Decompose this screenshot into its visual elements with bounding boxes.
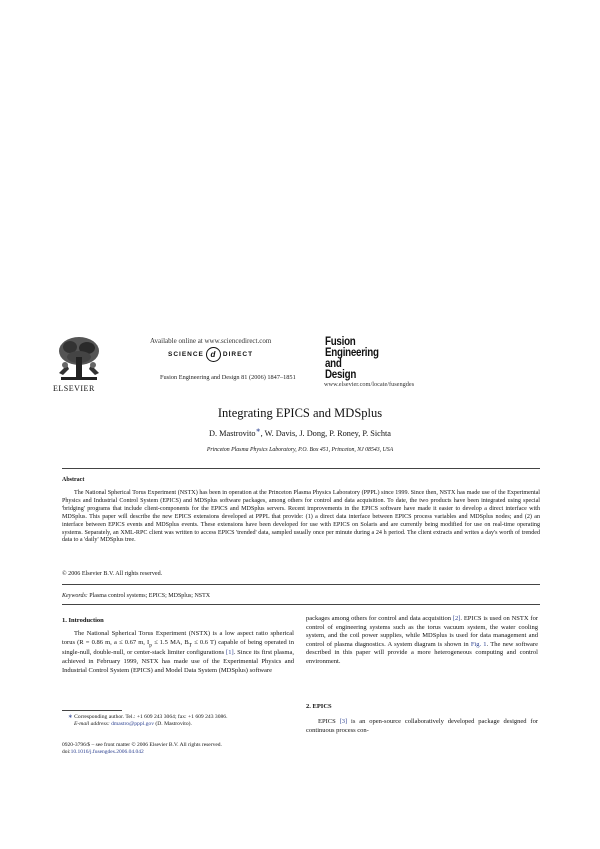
figure-link-1[interactable]: Fig. 1 (470, 640, 487, 648)
footnote-email-tail: (D. Mastrovito). (154, 721, 192, 728)
doi-prefix: doi: (62, 749, 71, 756)
sciencedirect-at-icon: d (206, 347, 221, 362)
right-text-c: . The new software described in this paper will provide a more heterogeneous computing and control environment. (306, 640, 538, 665)
epics-text-a: EPICS (318, 718, 340, 725)
intro-sub-t: T (188, 641, 192, 648)
intro-sub-p: p (149, 641, 152, 648)
journal-logo (325, 336, 379, 381)
front-matter-info (62, 742, 302, 756)
abstract-body: The National Spherical Torus Experiment (NSTX) has been in operation at the Princeton Plasma Physics Laboratory (PPPL) since 1999. Since then, NSTX has made use of the Experimental Physics and Industrial Control System (EPICS) and MDSplus software packages, among others for control and data acquisition. To date, the two products have been integrated using special 'bridging' programs that include client-components for the EPICS and MDSplus servers. Recent improvements in the EPICS software have made it easier to develop a direct interface with MDSplus. This paper will describe the new EPICS extensions developed at PPPL that provide: (1) a direct data interface between EPICS process variables and MDSplus nodes; and (2) an interface between EPICS events and MDSplus events. These extensions have been developed for use with EPICS on Solaris and are currently being modified for use on real-time operating systems. Separately, an XML-RPC client was written to access EPICS 'trended' data, sampled usually once per minute during a 24 h period. The client extracts and writes a day's worth of trended data to a 'daily' MDSplus tree. (62, 490, 540, 544)
reference-link-2[interactable]: [2] (452, 615, 461, 622)
available-online-text: Available online at www.sciencedirect.com (150, 337, 272, 345)
keywords-label: Keywords: (62, 593, 88, 599)
journal-logo-line-1: Fusion (325, 336, 356, 348)
abstract-heading: Abstract (62, 477, 85, 483)
other-authors: , W. Davis, J. Dong, P. Roney, P. Sichta (260, 428, 391, 438)
intro-text-c: ≤ 0.6 T) capable of being operated in single-null, double-null, or center-stack limiter configurations (62, 638, 294, 657)
footnote-star: ∗ (68, 714, 73, 720)
journal-url-link[interactable]: www.elsevier.com/locate/fusengdes (324, 381, 415, 388)
intro-text-b: ≤ 1.5 MA, B (151, 638, 189, 646)
author-list (0, 427, 600, 438)
epics-paragraph (306, 718, 538, 735)
footnote-contact: Corresponding author. Tel.: +1 609 243 3064; fax: +1 609 243 3086. (72, 714, 228, 720)
doi-link[interactable]: 10.1016/j.fusengdes.2006.04.042 (70, 749, 144, 756)
keywords-value: Plasma control systems; EPICS; MDSplus; NSTX (87, 593, 211, 599)
paper-title: Integrating EPICS and MDSplus (217, 406, 383, 420)
corresponding-author-mark[interactable]: ∗ (255, 428, 261, 434)
section-heading-introduction: 1. Introduction (62, 617, 104, 624)
issn-line: 0920-3796/$ – see front matter © 2006 Elsevier B.V. All rights reserved. (62, 742, 222, 748)
abstract-copyright: © 2006 Elsevier B.V. All rights reserved. (62, 571, 163, 577)
author-email-link[interactable]: dmastro@pppl.gov (109, 721, 154, 728)
journal-logo-line-2: Engineering (325, 347, 379, 359)
journal-citation: Fusion Engineering and Design 81 (2006) 1847–1851 (160, 374, 296, 381)
abstract-top-rule (62, 468, 540, 469)
sciencedirect-logo (168, 347, 253, 362)
elsevier-tree-logo (55, 335, 103, 385)
keywords-top-rule (62, 584, 540, 585)
journal-logo-line-3: and Design (325, 358, 357, 381)
right-text-b: . EPICS is used on NSTX for control of engineering systems such as the torus vacuum system, the water cooling system, and the coil power supplies, while MDSplus is used for data management and control of plasma diagnostics. A system diagram is shown in (306, 615, 538, 648)
keywords-line (62, 593, 210, 599)
section-heading-epics: 2. EPICS (306, 703, 332, 710)
sciencedirect-left: SCIENCE (168, 351, 204, 359)
introduction-paragraph-continued (306, 615, 538, 667)
intro-text-a: The National Spherical Torus Experiment (NSTX) is a low aspect ratio spherical torus (R = 0.86 m, a ≤ 0.67 m, I (62, 630, 294, 646)
sciencedirect-right: DIRECT (222, 351, 254, 359)
footnote-rule (62, 710, 122, 711)
footnote-email-label: E-mail address: (74, 721, 110, 728)
intro-text-d: . Since its first plasma, achieved in February 1999, NSTX has made use of the Experimental Physics and Industrial Control System (EPICS) and Model Data System (MDSplus) software (62, 649, 294, 674)
introduction-paragraph (62, 630, 294, 675)
epics-text-b: is an open-source collaboratively developed package designed for continuous process con- (306, 718, 539, 734)
publisher-name: ELSEVIER (53, 384, 95, 393)
reference-link-3[interactable]: [3] (339, 718, 348, 725)
right-text-a: packages among others for control and data acquisition (306, 615, 453, 622)
reference-link-1[interactable]: [1] (226, 649, 234, 657)
first-author: D. Mastrovito (209, 428, 256, 438)
keywords-bottom-rule (62, 604, 540, 605)
affiliation: Princeton Plasma Physics Laboratory, P.O. Box 451, Princeton, NJ 08543, USA (206, 447, 394, 453)
footnote (62, 714, 294, 729)
